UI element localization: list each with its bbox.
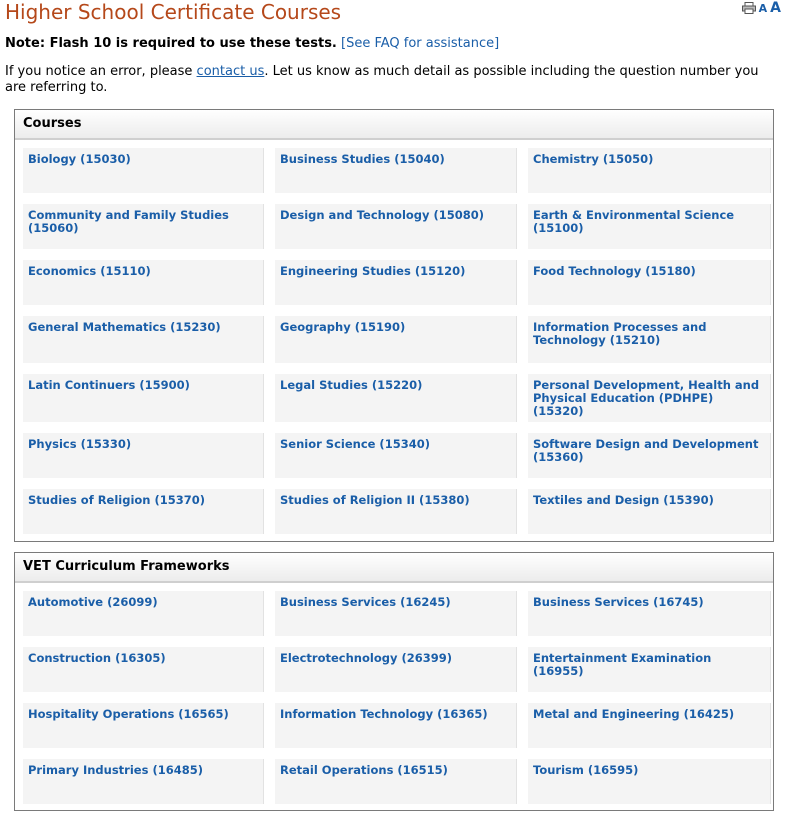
course-link[interactable]: Biology (15030) xyxy=(23,148,264,193)
course-link[interactable]: Legal Studies (15220) xyxy=(275,374,517,422)
print-icon[interactable] xyxy=(742,2,756,14)
course-link[interactable]: Personal Development, Health and Physical Education (PDHPE) (15320) xyxy=(528,374,771,422)
page-title: Higher School Certificate Courses xyxy=(5,0,342,24)
font-size-small-button[interactable]: A xyxy=(758,1,768,15)
vet-course-link[interactable]: Entertainment Examination (16955) xyxy=(528,647,771,692)
course-link[interactable]: Software Design and Development (15360) xyxy=(528,433,771,478)
course-link[interactable]: General Mathematics (15230) xyxy=(23,316,264,363)
flash-note-text: Note: Flash 10 is required to use these tests. xyxy=(5,36,337,51)
course-link[interactable]: Earth & Environmental Science (15100) xyxy=(528,204,771,249)
error-info-after: . Let us know as much detail as possible including the question number you are referring to. xyxy=(5,64,759,95)
vet-grid xyxy=(15,583,773,815)
vet-course-link[interactable]: Automotive (26099) xyxy=(23,591,264,636)
vet-course-link[interactable]: Information Technology (16365) xyxy=(275,703,517,748)
courses-heading: Courses xyxy=(15,110,773,140)
vet-panel xyxy=(14,552,774,811)
course-link[interactable]: Physics (15330) xyxy=(23,433,264,478)
course-link[interactable]: Studies of Religion (15370) xyxy=(23,489,264,534)
vet-heading: VET Curriculum Frameworks xyxy=(15,553,773,583)
contact-us-link[interactable]: contact us xyxy=(196,64,265,79)
vet-course-link[interactable]: Tourism (16595) xyxy=(528,759,771,804)
flash-note xyxy=(5,35,780,52)
course-link[interactable]: Community and Family Studies (15060) xyxy=(23,204,264,249)
course-link[interactable]: Senior Science (15340) xyxy=(275,433,517,478)
course-link[interactable]: Engineering Studies (15120) xyxy=(275,260,517,305)
faq-link[interactable]: [See FAQ for assistance] xyxy=(341,36,500,51)
vet-course-link[interactable]: Business Services (16245) xyxy=(275,591,517,636)
vet-course-link[interactable]: Electrotechnology (26399) xyxy=(275,647,517,692)
course-link[interactable]: Food Technology (15180) xyxy=(528,260,771,305)
vet-course-link[interactable]: Construction (16305) xyxy=(23,647,264,692)
course-link[interactable]: Business Studies (15040) xyxy=(275,148,517,193)
course-link[interactable]: Information Processes and Technology (15210) xyxy=(528,316,771,363)
error-info xyxy=(5,64,780,96)
course-link[interactable]: Design and Technology (15080) xyxy=(275,204,517,249)
error-info-before: If you notice an error, please xyxy=(5,64,197,79)
font-size-large-button[interactable]: A xyxy=(770,0,781,16)
course-link[interactable]: Latin Continuers (15900) xyxy=(23,374,264,422)
vet-course-link[interactable]: Retail Operations (16515) xyxy=(275,759,517,804)
vet-course-link[interactable]: Metal and Engineering (16425) xyxy=(528,703,771,748)
vet-course-link[interactable]: Hospitality Operations (16565) xyxy=(23,703,264,748)
course-link[interactable]: Geography (15190) xyxy=(275,316,517,363)
course-link[interactable]: Textiles and Design (15390) xyxy=(528,489,771,534)
courses-grid xyxy=(15,140,773,545)
course-link[interactable]: Studies of Religion II (15380) xyxy=(275,489,517,534)
course-link[interactable]: Chemistry (15050) xyxy=(528,148,771,193)
vet-course-link[interactable]: Primary Industries (16485) xyxy=(23,759,264,804)
courses-panel xyxy=(14,109,774,542)
page-tools xyxy=(742,0,781,16)
vet-course-link[interactable]: Business Services (16745) xyxy=(528,591,771,636)
course-link[interactable]: Economics (15110) xyxy=(23,260,264,305)
